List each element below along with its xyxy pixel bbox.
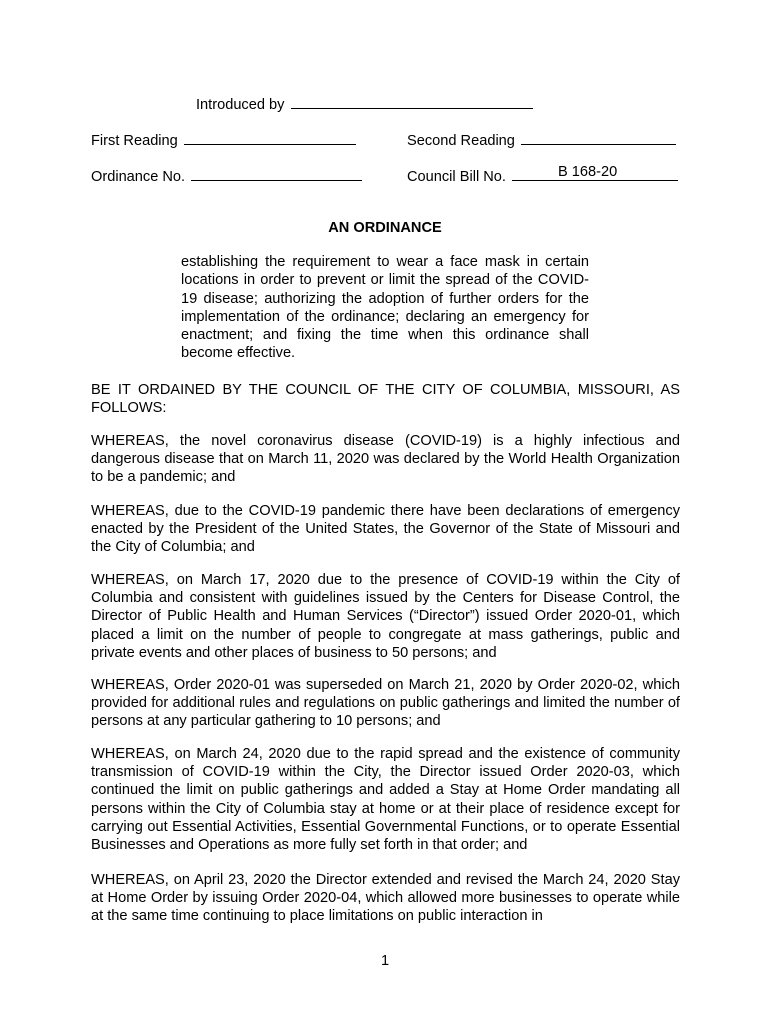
ordinance-title: AN ORDINANCE	[328, 220, 442, 236]
ordinance-no-blank	[191, 166, 362, 181]
council-bill-label: Council Bill No.	[407, 169, 506, 185]
council-bill-blank	[512, 166, 678, 181]
whereas-paragraph: WHEREAS, the novel coronavirus disease (COVID-19) is a highly infectious and dangerous disease that on March 11, 2020 was declared by the World Health Organization to be a pandemic; and	[91, 433, 680, 486]
whereas-paragraph: WHEREAS, on March 24, 2020 due to the rapid spread and the existence of community transmission of COVID-19 within the City, the Director issued Order 2020-03, which continued the limit on public gatherings and added a Stay at Home Order mandating all persons within the City of Columbia stay at home or at their place of residence except for carrying out Essential Activities, Essential Governmental Functions, or to operate Essential Businesses and Operations as more fully set forth in that order; and	[91, 746, 680, 854]
council-bill-value: B 168-20	[558, 164, 618, 180]
whereas-paragraph: WHEREAS, due to the COVID-19 pandemic there have been declarations of emergency enacted by the President of the United States, the Governor of the State of Missouri and the City of Columbia; and	[91, 503, 680, 556]
introduced-by-row	[196, 94, 533, 114]
introduced-by-label: Introduced by	[196, 97, 285, 113]
council-bill-row	[407, 166, 678, 186]
second-reading-row	[407, 130, 676, 150]
second-reading-label: Second Reading	[407, 133, 515, 149]
second-reading-blank	[521, 130, 676, 145]
whereas-paragraph: WHEREAS, on April 23, 2020 the Director extended and revised the March 24, 2020 Stay at Home Order by issuing Order 2020-04, which allowed more businesses to operate while at the same time continuing to place limitations on public interaction in	[91, 872, 680, 925]
first-reading-label: First Reading	[91, 133, 178, 149]
first-reading-blank	[184, 130, 356, 145]
ordinance-summary: establishing the requirement to wear a face mask in certain locations in order to prevent or limit the spread of the COVID-19 disease; authorizing the adoption of further orders for the implementation of the ordinance; declaring an emergency for enactment; and fixing the time when this ordinance shall become effective.	[181, 254, 589, 362]
whereas-paragraph: WHEREAS, Order 2020-01 was superseded on March 21, 2020 by Order 2020-02, which provided for additional rules and regulations on public gatherings and limited the number of persons at any particular gathering to 10 persons; and	[91, 677, 680, 730]
page-number: 1	[380, 953, 390, 969]
ordinance-no-label: Ordinance No.	[91, 169, 186, 185]
ordinance-no-row	[91, 166, 362, 186]
ordained-clause: BE IT ORDAINED BY THE COUNCIL OF THE CITY OF COLUMBIA, MISSOURI, AS FOLLOWS:	[91, 382, 680, 417]
first-reading-row	[91, 130, 356, 150]
introduced-by-blank	[291, 94, 533, 109]
whereas-paragraph: WHEREAS, on March 17, 2020 due to the presence of COVID-19 within the City of Columbia and consistent with guidelines issued by the Centers for Disease Control, the Director of Public Health and Human Services (“Director”) issued Order 2020-01, which placed a limit on the number of people to congregate at mass gatherings, public and private events and other places of business to 50 persons; and	[91, 572, 680, 661]
